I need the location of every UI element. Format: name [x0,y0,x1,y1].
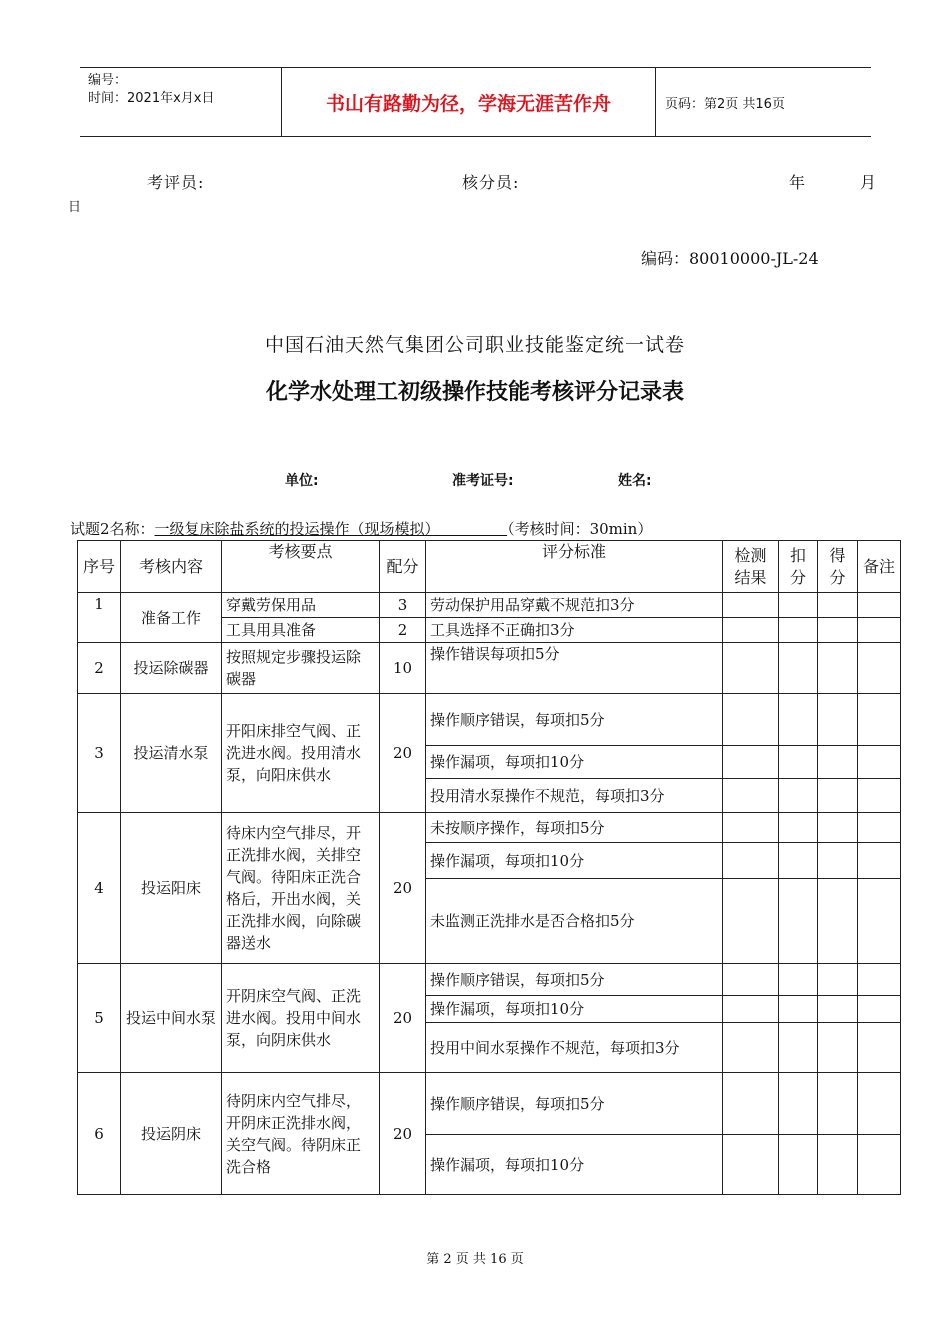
examiner-label: 考评员: [147,173,205,192]
month-label: 月 [860,173,878,192]
day-label: 日 [68,200,82,215]
year-label: 年 [789,173,807,192]
result-cell[interactable] [723,1023,779,1073]
deduct-cell[interactable] [779,593,818,618]
gain-cell[interactable] [818,813,858,843]
gain-cell[interactable] [818,643,858,694]
question-line [70,518,652,539]
result-cell[interactable] [723,643,779,694]
table-row [78,1073,901,1135]
result-cell[interactable] [723,593,779,618]
row-score: 20 [380,813,426,964]
deduct-cell[interactable] [779,1073,818,1135]
result-cell[interactable] [723,694,779,746]
header-point: 考核要点 [222,541,380,593]
checker-label: 核分员: [462,173,520,192]
exam-no-label: 准考证号: [452,473,514,489]
row-criteria: 劳动保护用品穿戴不规范扣3分 [426,593,723,618]
row-point: 按照规定步骤投运除碳器 [222,643,380,694]
row-point: 穿戴劳保用品 [222,593,380,618]
gain-cell[interactable] [818,779,858,813]
header-criteria: 评分标准 [426,541,723,593]
deduct-cell[interactable] [779,1135,818,1195]
remark-cell[interactable] [858,694,901,746]
header-deduct: 扣分 [779,541,818,593]
remark-cell[interactable] [858,1135,901,1195]
table-row [78,964,901,996]
doc-code: 编码：80010000-JL-24 [641,249,819,268]
row-score: 20 [380,1073,426,1195]
deduct-cell[interactable] [779,879,818,964]
deduct-cell[interactable] [779,779,818,813]
table-row [78,813,901,843]
row-criteria: 投用清水泵操作不规范，每项扣3分 [426,779,723,813]
remark-cell[interactable] [858,593,901,618]
header-code-label: 编号： [88,73,128,88]
row-criteria: 操作漏项，每项扣10分 [426,996,723,1023]
remark-cell[interactable] [858,746,901,779]
row-no: 6 [78,1073,121,1195]
deduct-cell[interactable] [779,964,818,996]
table-header-row [78,541,901,593]
result-cell[interactable] [723,746,779,779]
row-criteria: 未监测正洗排水是否合格扣5分 [426,879,723,964]
header-content: 考核内容 [121,541,222,593]
remark-cell[interactable] [858,879,901,964]
header-result: 检测结果 [723,541,779,593]
row-criteria: 投用中间水泵操作不规范，每项扣3分 [426,1023,723,1073]
question-time: （考核时间：30min） [507,520,653,538]
row-no: 4 [78,813,121,964]
unit-label: 单位: [285,473,319,489]
row-no: 1 [78,593,121,643]
result-cell[interactable] [723,879,779,964]
header-remark: 备注 [858,541,901,593]
deduct-cell[interactable] [779,618,818,643]
remark-cell[interactable] [858,996,901,1023]
result-cell[interactable] [723,1073,779,1135]
row-no: 2 [78,643,121,694]
row-score: 3 [380,593,426,618]
header-page-info: 页码：第2页 共16页 [665,97,785,112]
result-cell[interactable] [723,779,779,813]
gain-cell[interactable] [818,1135,858,1195]
deduct-cell[interactable] [779,694,818,746]
header-motto: 书山有路勤为径，学海无涯苦作舟 [281,68,656,136]
org-title: 中国石油天然气集团公司职业技能鉴定统一试卷 [264,334,685,356]
row-point: 待床内空气排尽，开正洗排水阀，关排空气阀。待阳床正洗合格后，开出水阀，关正洗排水阀，向除碳器送水 [222,813,380,964]
row-criteria: 操作漏项，每项扣10分 [426,1135,723,1195]
header-time-label: 时间：2021年x月x日 [88,91,215,106]
remark-cell[interactable] [858,813,901,843]
question-prefix: 试题2名称： [70,520,155,538]
row-score: 20 [380,694,426,813]
gain-cell[interactable] [818,964,858,996]
header-meta [88,72,214,108]
gain-cell[interactable] [818,843,858,879]
row-criteria: 操作漏项，每项扣10分 [426,843,723,879]
table-row [78,643,901,694]
row-criteria: 操作顺序错误，每项扣5分 [426,694,723,746]
deduct-cell[interactable] [779,843,818,879]
row-criteria: 操作顺序错误，每项扣5分 [426,964,723,996]
remark-cell[interactable] [858,1023,901,1073]
row-score: 10 [380,643,426,694]
header-score: 配分 [380,541,426,593]
deduct-cell[interactable] [779,1023,818,1073]
name-label: 姓名: [618,473,652,489]
result-cell[interactable] [723,618,779,643]
row-content: 投运中间水泵 [121,964,222,1073]
remark-cell[interactable] [858,964,901,996]
row-content: 投运阴床 [121,1073,222,1195]
row-content: 投运阳床 [121,813,222,964]
table-row [78,694,901,746]
gain-cell[interactable] [818,879,858,964]
row-score: 20 [380,964,426,1073]
deduct-cell[interactable] [779,813,818,843]
gain-cell[interactable] [818,694,858,746]
gain-cell[interactable] [818,1023,858,1073]
row-no: 3 [78,694,121,813]
page-title: 化学水处理工初级操作技能考核评分记录表 [265,380,684,405]
remark-cell[interactable] [858,843,901,879]
row-criteria: 操作错误每项扣5分 [426,643,723,694]
page-header [80,67,871,137]
row-criteria: 工具选择不正确扣3分 [426,618,723,643]
row-criteria: 操作顺序错误，每项扣5分 [426,1073,723,1135]
row-no: 5 [78,964,121,1073]
gain-cell[interactable] [818,996,858,1023]
row-point: 开阳床排空气阀、正洗进水阀。投用清水泵，向阳床供水 [222,694,380,813]
header-gain: 得分 [818,541,858,593]
remark-cell[interactable] [858,618,901,643]
page-footer: 第 2 页 共 16 页 [426,1252,524,1267]
result-cell[interactable] [723,843,779,879]
row-content: 投运清水泵 [121,694,222,813]
result-cell[interactable] [723,996,779,1023]
remark-cell[interactable] [858,779,901,813]
deduct-cell[interactable] [779,643,818,694]
question-name: 一级复床除盐系统的投运操作（现场模拟） [154,520,433,538]
row-criteria: 未按顺序操作，每项扣5分 [426,813,723,843]
row-criteria: 操作漏项，每项扣10分 [426,746,723,779]
row-content: 准备工作 [121,593,222,643]
gain-cell[interactable] [818,1073,858,1135]
remark-cell[interactable] [858,1073,901,1135]
gain-cell[interactable] [818,618,858,643]
result-cell[interactable] [723,1135,779,1195]
deduct-cell[interactable] [779,996,818,1023]
result-cell[interactable] [723,964,779,996]
row-point: 待阴床内空气排尽，开阴床正洗排水阀，关空气阀。待阴床正洗合格 [222,1073,380,1195]
gain-cell[interactable] [818,593,858,618]
result-cell[interactable] [723,813,779,843]
deduct-cell[interactable] [779,746,818,779]
row-content: 投运除碳器 [121,643,222,694]
row-point: 工具用具准备 [222,618,380,643]
table-row [78,593,901,618]
gain-cell[interactable] [818,746,858,779]
scoring-table [77,540,901,1195]
remark-cell[interactable] [858,643,901,694]
header-no: 序号 [78,541,121,593]
row-point: 开阴床空气阀、正洗进水阀。投用中间水泵，向阴床供水 [222,964,380,1073]
row-score: 2 [380,618,426,643]
